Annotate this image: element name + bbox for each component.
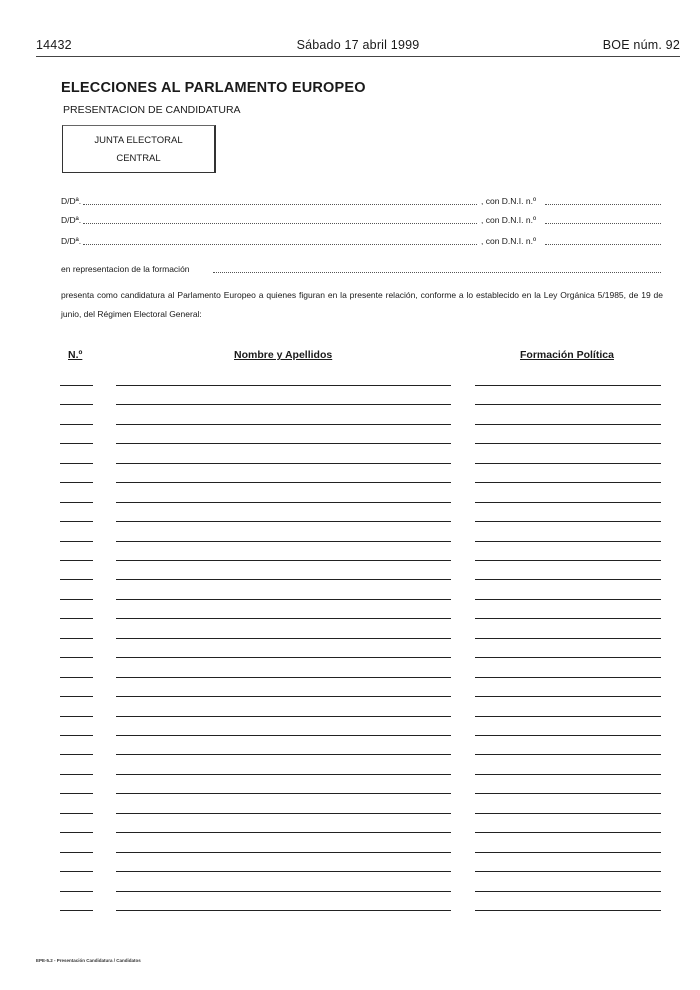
- recipient-line-2: CENTRAL: [116, 153, 161, 164]
- page-number: 14432: [36, 38, 72, 52]
- number-line[interactable]: [60, 813, 93, 814]
- party-line[interactable]: [475, 891, 661, 892]
- column-header-name: Nombre y Apellidos: [234, 349, 333, 361]
- name-line[interactable]: [116, 813, 451, 814]
- name-line[interactable]: [116, 541, 451, 542]
- name-line[interactable]: [116, 910, 451, 911]
- name-line[interactable]: [116, 891, 451, 892]
- number-line[interactable]: [60, 910, 93, 911]
- number-line[interactable]: [60, 385, 93, 386]
- name-line[interactable]: [116, 443, 451, 444]
- party-line[interactable]: [475, 852, 661, 853]
- number-line[interactable]: [60, 774, 93, 775]
- number-line[interactable]: [60, 443, 93, 444]
- party-line[interactable]: [475, 871, 661, 872]
- number-line[interactable]: [60, 482, 93, 483]
- party-line[interactable]: [475, 385, 661, 386]
- party-line[interactable]: [475, 541, 661, 542]
- number-line[interactable]: [60, 618, 93, 619]
- party-line[interactable]: [475, 793, 661, 794]
- number-line[interactable]: [60, 735, 93, 736]
- party-line[interactable]: [475, 774, 661, 775]
- party-line[interactable]: [475, 657, 661, 658]
- name-line[interactable]: [116, 521, 451, 522]
- dni-label: , con D.N.I. n.º: [481, 196, 537, 206]
- party-line[interactable]: [475, 813, 661, 814]
- number-line[interactable]: [60, 502, 93, 503]
- formation-label: en representacion de la formación: [61, 264, 190, 274]
- name-line[interactable]: [116, 832, 451, 833]
- number-line[interactable]: [60, 871, 93, 872]
- form-subtitle: PRESENTACION DE CANDIDATURA: [63, 104, 241, 116]
- number-line[interactable]: [60, 541, 93, 542]
- name-line[interactable]: [116, 424, 451, 425]
- representative-label: D/Dª.: [61, 236, 82, 246]
- form-title: ELECCIONES AL PARLAMENTO EUROPEO: [61, 80, 366, 96]
- dni-label: , con D.N.I. n.º: [481, 215, 537, 225]
- number-line[interactable]: [60, 424, 93, 425]
- column-header-number: N.º: [68, 349, 83, 361]
- issue-date: Sábado 17 abril 1999: [296, 38, 420, 52]
- number-line[interactable]: [60, 754, 93, 755]
- number-line[interactable]: [60, 891, 93, 892]
- recipient-line-1: JUNTA ELECTORAL: [94, 135, 183, 146]
- number-line[interactable]: [60, 793, 93, 794]
- name-line[interactable]: [116, 463, 451, 464]
- name-line[interactable]: [116, 599, 451, 600]
- name-line[interactable]: [116, 657, 451, 658]
- name-line[interactable]: [116, 735, 451, 736]
- name-line[interactable]: [116, 871, 451, 872]
- party-line[interactable]: [475, 463, 661, 464]
- name-line[interactable]: [116, 774, 451, 775]
- party-line[interactable]: [475, 696, 661, 697]
- declaration-text: presenta como candidatura al Parlamento Europeo a quienes figuran en la presente relación, conforme a lo establecido en la Ley Orgánica 5/1985, de 19 de junio, del Régimen Electoral General:: [61, 290, 663, 319]
- party-line[interactable]: [475, 618, 661, 619]
- party-line[interactable]: [475, 832, 661, 833]
- party-line[interactable]: [475, 677, 661, 678]
- number-line[interactable]: [60, 832, 93, 833]
- party-line[interactable]: [475, 579, 661, 580]
- column-header-party: Formación Política: [520, 349, 614, 361]
- name-line[interactable]: [116, 716, 451, 717]
- party-line[interactable]: [475, 735, 661, 736]
- party-line[interactable]: [475, 716, 661, 717]
- party-line[interactable]: [475, 638, 661, 639]
- party-line[interactable]: [475, 560, 661, 561]
- name-line[interactable]: [116, 502, 451, 503]
- name-line[interactable]: [116, 696, 451, 697]
- number-line[interactable]: [60, 696, 93, 697]
- party-line[interactable]: [475, 521, 661, 522]
- number-line[interactable]: [60, 638, 93, 639]
- journal-issue: BOE núm. 92: [602, 38, 680, 52]
- party-line[interactable]: [475, 599, 661, 600]
- number-line[interactable]: [60, 852, 93, 853]
- name-line[interactable]: [116, 754, 451, 755]
- party-line[interactable]: [475, 424, 661, 425]
- name-line[interactable]: [116, 618, 451, 619]
- representative-label: D/Dª.: [61, 196, 82, 206]
- party-line[interactable]: [475, 443, 661, 444]
- name-line[interactable]: [116, 579, 451, 580]
- name-line[interactable]: [116, 560, 451, 561]
- name-line[interactable]: [116, 793, 451, 794]
- party-line[interactable]: [475, 502, 661, 503]
- name-line[interactable]: [116, 385, 451, 386]
- name-line[interactable]: [116, 677, 451, 678]
- name-line[interactable]: [116, 852, 451, 853]
- number-line[interactable]: [60, 579, 93, 580]
- number-line[interactable]: [60, 463, 93, 464]
- number-line[interactable]: [60, 599, 93, 600]
- party-line[interactable]: [475, 754, 661, 755]
- dni-label: , con D.N.I. n.º: [481, 236, 537, 246]
- representative-label: D/Dª.: [61, 215, 82, 225]
- number-line[interactable]: [60, 677, 93, 678]
- name-line[interactable]: [116, 482, 451, 483]
- name-line[interactable]: [116, 638, 451, 639]
- number-line[interactable]: [60, 560, 93, 561]
- number-line[interactable]: [60, 716, 93, 717]
- number-line[interactable]: [60, 521, 93, 522]
- number-line[interactable]: [60, 657, 93, 658]
- name-line[interactable]: [116, 404, 451, 405]
- party-line[interactable]: [475, 910, 661, 911]
- number-line[interactable]: [60, 404, 93, 405]
- party-line[interactable]: [475, 404, 661, 405]
- party-line[interactable]: [475, 482, 661, 483]
- form-code: EPE-5.2 - Presentación Candidatura / Candidatos: [36, 958, 141, 963]
